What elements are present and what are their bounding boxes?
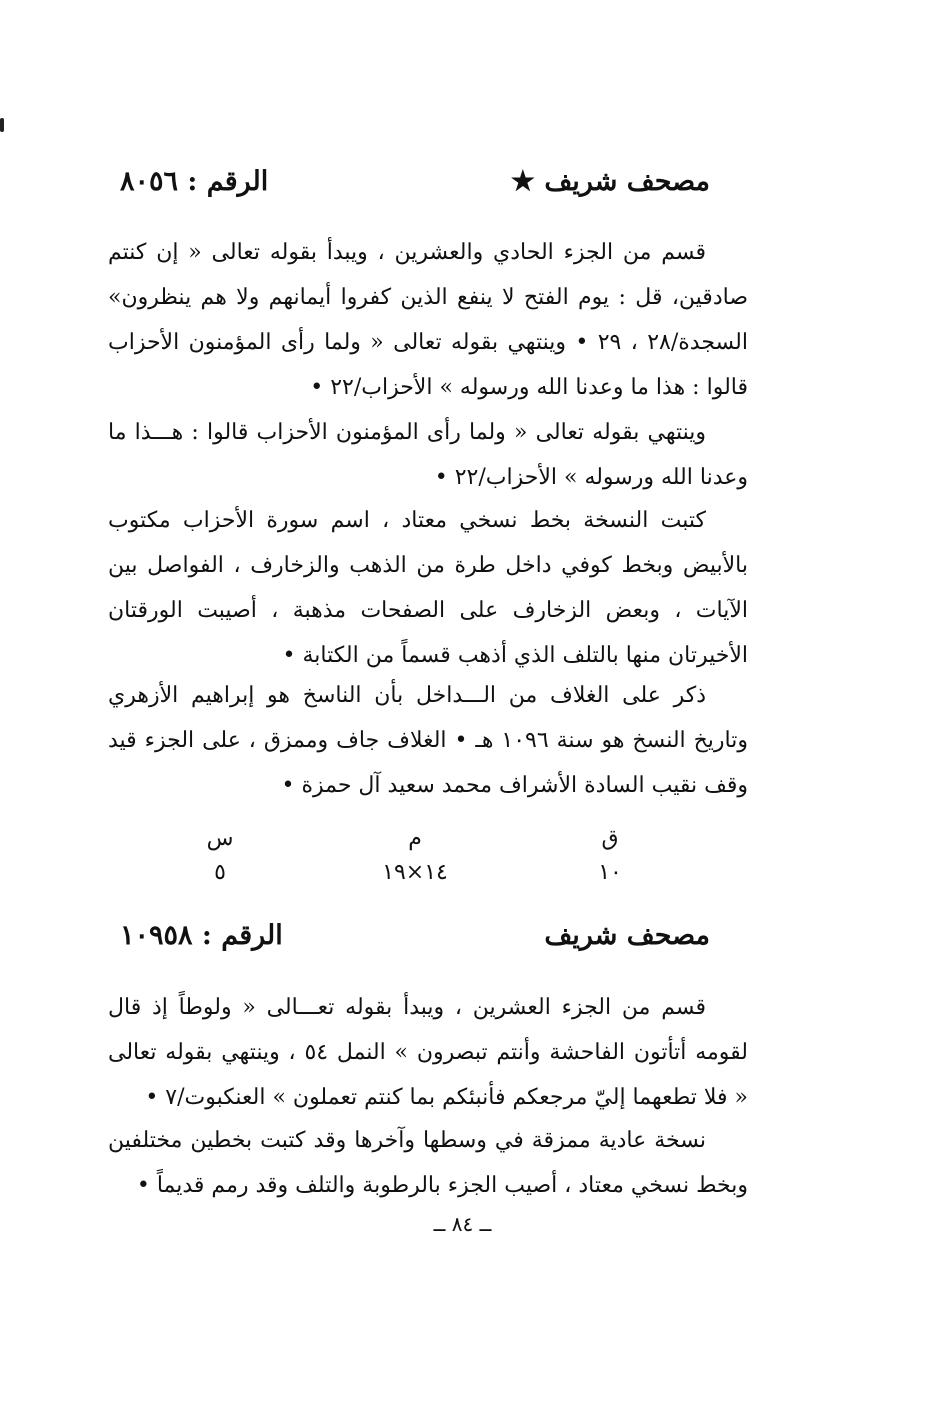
entry-title: مصحف شريف ★ (510, 166, 710, 197)
entry-1-paragraph-2 (108, 410, 748, 500)
entry-1-paragraph-4 (108, 673, 748, 808)
entry-1-measurements (190, 822, 640, 890)
page-number: ــ ٨٤ ــ (433, 1212, 492, 1236)
paragraph-text: ذكر على الغلاف من الـــداخل بأن الناسخ هو إبراهيم الأزهري وتاريخ النسخ هو سنة ١٠٩٦ هـ • الغلاف جاف وممزق ، على الجزء قيد وقف نقيب السادة الأشراف محمد سعيد آل حمزة • (108, 683, 748, 798)
entry-2-paragraph-2 (108, 1118, 748, 1208)
paragraph-text: قسم من الجزء الحادي والعشرين ، ويبدأ بقوله تعالى « إن كنتم صادقين، قل : يوم الفتح لا ينفع الذين كفروا أيمانهم ولا هم ينظرون» السجدة/٢٨ ، ٢٩ • وينتهي بقوله تعالى « ولما رأى المؤمنون الأحزاب قالوا : هذا ما وعدنا الله ورسوله » الأحزاب/٢٢ • (108, 240, 748, 400)
entry-number: الرقم : ٨٠٥٦ (120, 166, 269, 197)
entry-title: مصحف شريف (544, 920, 710, 951)
measure-label: س (206, 826, 234, 851)
paragraph-text: وينتهي بقوله تعالى « ولما رأى المؤمنون الأحزاب قالوا : هـــذا ما وعدنا الله ورسوله » الأحزاب/٢٢ • (108, 420, 748, 490)
entry-header-1 (120, 166, 710, 197)
measure-size (382, 822, 448, 890)
measure-label: ق (601, 826, 619, 851)
entry-number: الرقم : ١٠٩٥٨ (120, 920, 283, 951)
measure-value: ٥ (214, 860, 226, 885)
entry-1-paragraph-3 (108, 498, 748, 678)
measure-value: ١٠ (598, 860, 622, 885)
measure-label: م (408, 826, 422, 851)
scan-margin-mark (0, 118, 4, 132)
entry-2-paragraph-1 (108, 985, 748, 1120)
paragraph-text: كتبت النسخة بخط نسخي معتاد ، اسم سورة الأحزاب مكتوب بالأبيض وبخط كوفي داخل طرة من الذهب والزخارف ، الفواصل بين الآيات ، وبعض الزخارف على الصفحات مذهبة ، أصيبت الورقتان الأخيرتان منها بالتلف الذي أذهب قسماً من الكتابة • (108, 508, 748, 668)
measure-lines (190, 822, 250, 890)
entry-header-2 (120, 920, 710, 951)
entry-1-paragraph-1 (108, 230, 748, 410)
paragraph-text: نسخة عادية ممزقة في وسطها وآخرها وقد كتبت بخطين مختلفين وبخط نسخي معتاد ، أصيب الجزء بالرطوبة والتلف وقد رمم قديماً • (108, 1128, 748, 1198)
paragraph-text: قسم من الجزء العشرين ، ويبدأ بقوله تعـــالى « ولوطاً إذ قال لقومه أتأتون الفاحشة وأنتم تبصرون » النمل ٥٤ ، وينتهي بقوله تعالى « فلا تطعهما إليّ مرجعكم فأنبئكم بما كنتم تعملون » العنكبوت/٧ • (108, 995, 749, 1110)
measure-leaves (580, 822, 640, 890)
measure-value: ١٤×١٩ (382, 860, 448, 885)
